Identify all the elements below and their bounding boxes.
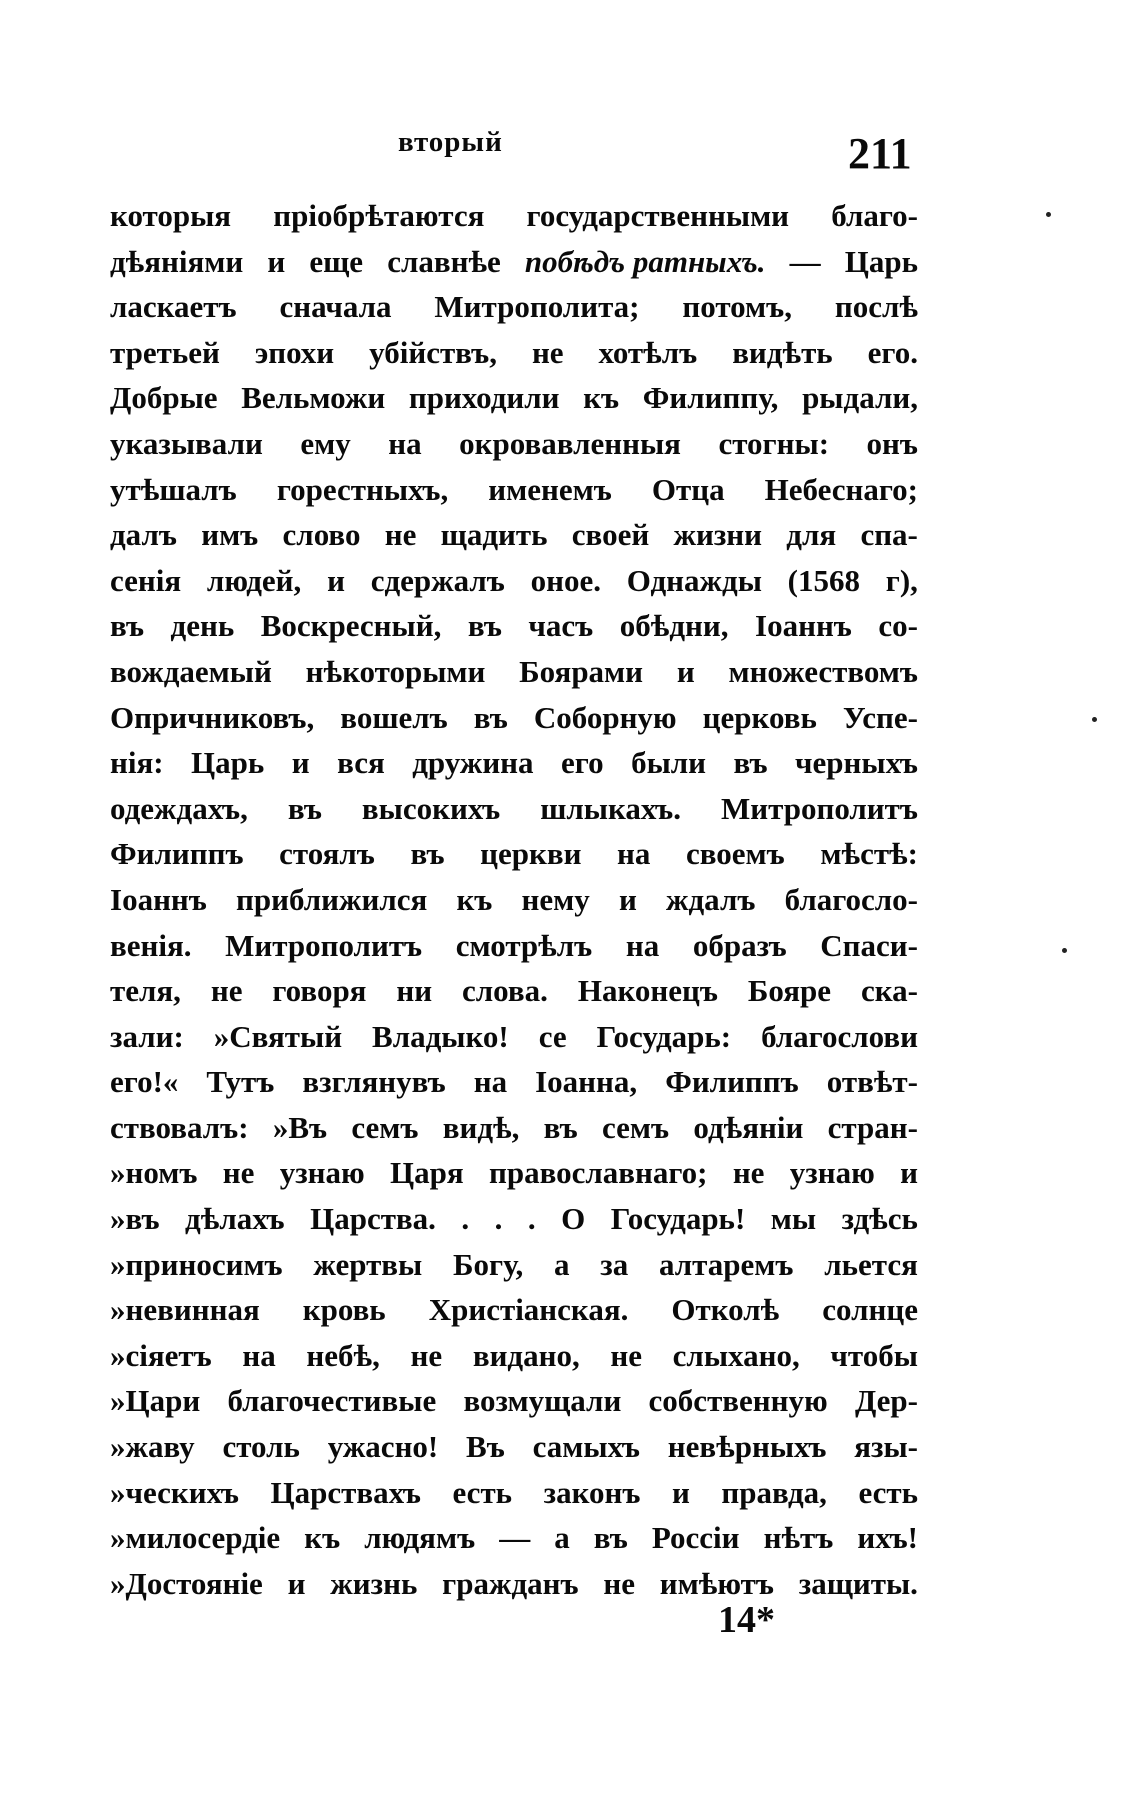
word: къ	[456, 881, 493, 917]
word: Однажды	[626, 562, 762, 598]
word: къ	[583, 380, 620, 416]
text-line	[110, 1059, 918, 1105]
word: спа-	[860, 517, 918, 553]
word: на	[617, 836, 651, 872]
word: своемъ	[686, 836, 785, 872]
word: (1568	[787, 562, 860, 598]
word: а	[554, 1246, 570, 1282]
text-line	[110, 1014, 918, 1060]
word: государственными	[526, 198, 790, 233]
word: не	[410, 1337, 443, 1373]
word: »приносимъ	[110, 1246, 283, 1282]
text-line	[110, 603, 918, 649]
word: въ	[110, 608, 145, 644]
word: кровь	[302, 1292, 386, 1328]
word: благо-	[831, 198, 918, 233]
text-line	[110, 1333, 918, 1379]
word: Іоаннъ	[755, 608, 852, 644]
word: самыхъ	[532, 1429, 640, 1465]
word: далъ	[110, 517, 177, 553]
text-line	[110, 1105, 918, 1151]
word: обѣдни,	[619, 608, 729, 644]
word: говоря	[272, 973, 367, 1009]
word: Отца	[651, 471, 725, 507]
margin-speck	[1046, 212, 1051, 217]
word: благосло-	[784, 881, 918, 917]
word: не	[210, 973, 243, 1009]
word: семъ	[351, 1109, 419, 1145]
word: Государь:	[596, 1018, 732, 1054]
word: а	[554, 1520, 570, 1556]
word: образъ	[692, 927, 787, 963]
word: православнаго;	[488, 1155, 708, 1191]
word: потомъ,	[682, 289, 792, 325]
word: ствовалъ:	[110, 1109, 249, 1145]
word: Филиппу,	[642, 380, 779, 416]
word: льется	[824, 1246, 918, 1282]
word: венія.	[110, 927, 192, 963]
word: »номъ	[110, 1155, 198, 1191]
text-line	[110, 968, 918, 1014]
word: есть	[858, 1474, 918, 1510]
word: теля,	[110, 973, 181, 1009]
word: Воскресный,	[260, 608, 442, 644]
word: на	[388, 425, 422, 461]
word: рыдали,	[802, 380, 918, 416]
word: семъ	[601, 1109, 670, 1145]
word: щадить	[440, 517, 548, 553]
word: невѣрныхъ	[667, 1429, 827, 1465]
word: своей	[571, 517, 650, 553]
word: со-	[878, 608, 918, 644]
word: стогны:	[718, 425, 830, 461]
word: были	[631, 745, 707, 781]
word: нему	[521, 881, 590, 917]
word: и	[287, 1565, 306, 1601]
word: Іоаннъ	[110, 881, 207, 917]
word: имѣютъ	[659, 1565, 774, 1601]
word: вождаемый	[110, 653, 272, 689]
word: дѣлахъ	[185, 1201, 285, 1237]
word: указывали	[110, 425, 263, 461]
word: ласкаетъ	[110, 289, 237, 325]
word: окровавленныя	[459, 425, 681, 461]
word: Боярами	[519, 653, 644, 689]
text-line	[110, 1287, 918, 1333]
word: —	[499, 1520, 531, 1556]
word: .	[527, 1201, 536, 1237]
text-line	[110, 239, 918, 285]
word: законъ	[543, 1474, 641, 1510]
word: къ	[304, 1520, 341, 1556]
text-line	[110, 1470, 918, 1516]
word: онъ	[866, 425, 918, 461]
text-line	[110, 1150, 918, 1196]
word: которыя	[110, 198, 232, 233]
word: за	[600, 1246, 629, 1282]
text-line	[110, 193, 918, 239]
text-line	[110, 649, 918, 695]
word: Вельможи	[241, 380, 386, 416]
text-line	[110, 1242, 918, 1288]
word: собственную	[648, 1383, 828, 1419]
running-head: вторый	[398, 126, 503, 158]
word: Добрые	[110, 380, 218, 416]
word: »ческихъ	[110, 1474, 239, 1510]
word: нѣкоторыми	[305, 653, 486, 689]
word: Успе-	[842, 699, 918, 735]
word: Митрополитъ	[720, 790, 918, 826]
word: алтаремъ	[659, 1246, 794, 1282]
word: стран-	[827, 1109, 918, 1145]
word: въ	[733, 745, 768, 781]
word: дружина	[412, 745, 534, 781]
word: узнаю	[279, 1155, 365, 1191]
word: въ	[593, 1520, 628, 1556]
word: г),	[885, 562, 918, 598]
text-line	[110, 923, 918, 969]
word: Россіи	[651, 1520, 740, 1556]
word: Царь	[191, 745, 265, 781]
body-text	[110, 193, 918, 1606]
word: »Достояніе	[110, 1565, 263, 1601]
word: и	[676, 653, 695, 689]
word: жизни	[673, 517, 763, 553]
text-line	[110, 1424, 918, 1470]
word: его	[561, 745, 604, 781]
word: Наконецъ	[577, 973, 718, 1009]
word: убійствъ,	[369, 334, 497, 370]
word: О	[561, 1201, 586, 1237]
word: защиты.	[798, 1565, 918, 1601]
word: и	[672, 1474, 690, 1510]
word: Владыко!	[372, 1018, 509, 1054]
word: Спаси-	[820, 927, 918, 963]
word: для	[786, 517, 837, 553]
word: и	[618, 881, 637, 917]
word: »Въ	[272, 1109, 328, 1145]
word: видано,	[472, 1337, 580, 1373]
word: Царствахъ	[270, 1474, 422, 1510]
text-line	[110, 467, 918, 513]
word: слово	[282, 517, 361, 553]
word: мѣстѣ:	[820, 836, 918, 872]
word: Митрополитъ	[225, 927, 423, 963]
word: Небеснаго;	[764, 471, 918, 507]
word: его!«	[110, 1064, 179, 1100]
word: вся	[337, 745, 385, 781]
word: и	[327, 562, 345, 598]
page-number: 211	[848, 129, 912, 178]
word: послѣ	[834, 289, 918, 325]
word: ни	[396, 973, 433, 1009]
word: сначала	[279, 289, 392, 325]
word: »сіяетъ	[110, 1337, 212, 1373]
word: Царства.	[310, 1201, 436, 1237]
word: сдержалъ	[370, 562, 505, 598]
word: здѣсь	[841, 1201, 918, 1237]
word: ихъ!	[857, 1520, 918, 1556]
word: ждалъ	[666, 881, 756, 917]
word: день	[170, 608, 235, 644]
word: приходили	[408, 380, 560, 416]
word: солнце	[822, 1292, 918, 1328]
word: ему	[300, 425, 351, 461]
word: множествомъ	[728, 653, 918, 689]
word: на	[242, 1337, 276, 1373]
word: нія:	[110, 745, 164, 781]
margin-speck	[1092, 717, 1097, 722]
word: —	[789, 243, 821, 279]
word: не	[603, 1565, 635, 1601]
word: въ	[287, 790, 322, 826]
word: одеждахъ,	[110, 790, 248, 826]
word: Бояре	[747, 973, 832, 1009]
word: жизнь	[330, 1565, 418, 1601]
word: Дер-	[854, 1383, 918, 1419]
word: не	[384, 517, 417, 553]
word: пріобрѣтаются	[273, 198, 485, 233]
word: дѣяніями	[110, 243, 244, 279]
word: имъ	[201, 517, 259, 553]
word: въ	[543, 1109, 578, 1145]
word: отвѣт-	[826, 1064, 918, 1100]
word: церковь	[702, 699, 817, 735]
margin-speck	[1062, 948, 1067, 953]
word: часъ	[528, 608, 594, 644]
word: »милосердіе	[110, 1520, 281, 1556]
word: зали:	[110, 1018, 184, 1054]
word: Іоанна,	[535, 1064, 638, 1100]
word: людей,	[206, 562, 302, 598]
word: его.	[867, 334, 918, 370]
word: приближился	[236, 881, 428, 917]
word: Опричниковъ,	[110, 699, 315, 735]
word: вошелъ	[340, 699, 448, 735]
word: жертвы	[313, 1246, 423, 1282]
word: Христіанская.	[428, 1292, 629, 1328]
word: Царь	[844, 243, 918, 279]
word: нѣтъ	[763, 1520, 834, 1556]
word: людямъ	[364, 1520, 476, 1556]
word: Богу,	[453, 1246, 524, 1282]
word: благослови	[761, 1018, 918, 1054]
word: Въ	[466, 1429, 505, 1465]
word: на	[473, 1064, 508, 1100]
word: се	[538, 1018, 567, 1054]
word: »невинная	[110, 1292, 260, 1328]
word: »Цари	[110, 1383, 201, 1419]
word: »жаву	[110, 1429, 195, 1465]
text-line	[110, 512, 918, 558]
word: взглянувъ	[302, 1064, 446, 1100]
word: ска-	[860, 973, 918, 1009]
word: слова.	[462, 973, 548, 1009]
word: оное.	[530, 562, 602, 598]
text-line	[110, 330, 918, 376]
word: на	[625, 927, 660, 963]
word: Соборную	[533, 699, 677, 735]
word: сенія	[110, 562, 182, 598]
word: мы	[770, 1201, 817, 1237]
word: одѣяніи	[693, 1109, 804, 1145]
word: третьей	[110, 334, 220, 370]
text-line	[110, 1378, 918, 1424]
word: узнаю	[789, 1155, 875, 1191]
word: »Святый	[213, 1018, 343, 1054]
word: небѣ,	[306, 1337, 380, 1373]
word: есть	[452, 1474, 513, 1510]
word: и	[267, 243, 286, 279]
text-line	[110, 558, 918, 604]
word: язы-	[854, 1429, 918, 1465]
word: не	[222, 1155, 255, 1191]
text-line	[110, 421, 918, 467]
word: церкви	[480, 836, 582, 872]
italic-word: побѣдъ ратныхъ.	[524, 243, 766, 279]
word: Тутъ	[206, 1064, 275, 1100]
word: горестныхъ,	[276, 471, 449, 507]
word: стоялъ	[279, 836, 375, 872]
word: эпохи	[254, 334, 335, 370]
word: смотрѣлъ	[455, 927, 593, 963]
word: не	[610, 1337, 643, 1373]
text-line	[110, 695, 918, 741]
text-line	[110, 284, 918, 330]
text-line	[110, 375, 918, 421]
signature-mark: 14*	[718, 1599, 775, 1641]
word: именемъ	[488, 471, 612, 507]
word: гражданъ	[442, 1565, 579, 1601]
word: Царя	[390, 1155, 464, 1191]
word: столь	[222, 1429, 300, 1465]
word: въ	[410, 836, 445, 872]
word: не	[531, 334, 564, 370]
word: Отколѣ	[671, 1292, 780, 1328]
word: Филиппъ	[665, 1064, 799, 1100]
word: видѣть	[732, 334, 833, 370]
word: и	[900, 1155, 918, 1191]
text-line	[110, 831, 918, 877]
word: черныхъ	[795, 745, 918, 781]
word: Филиппъ	[110, 836, 244, 872]
text-line	[110, 877, 918, 923]
word: въ	[473, 699, 508, 735]
word: еще	[309, 243, 364, 279]
word: слыхано,	[672, 1337, 800, 1373]
word: славнѣе	[387, 243, 501, 279]
word: ужасно!	[327, 1429, 439, 1465]
word: Митрополита;	[434, 289, 640, 325]
word: въ	[467, 608, 502, 644]
word: не	[732, 1155, 765, 1191]
text-line	[110, 1561, 918, 1607]
word: чтобы	[830, 1337, 918, 1373]
word: правда,	[721, 1474, 827, 1510]
word: Государь!	[610, 1201, 746, 1237]
word: высокихъ	[361, 790, 501, 826]
word: .	[494, 1201, 503, 1237]
word: »въ	[110, 1201, 160, 1237]
word: утѣшалъ	[110, 471, 237, 507]
word: хотѣлъ	[598, 334, 698, 370]
word: .	[461, 1201, 470, 1237]
word: шлыкахъ.	[540, 790, 681, 826]
word: возмущали	[463, 1383, 622, 1419]
text-line	[110, 1515, 918, 1561]
word: видѣ,	[442, 1109, 520, 1145]
text-line	[110, 740, 918, 786]
text-line	[110, 1196, 918, 1242]
word: и	[291, 745, 310, 781]
word: благочестивые	[227, 1383, 437, 1419]
text-line	[110, 786, 918, 832]
